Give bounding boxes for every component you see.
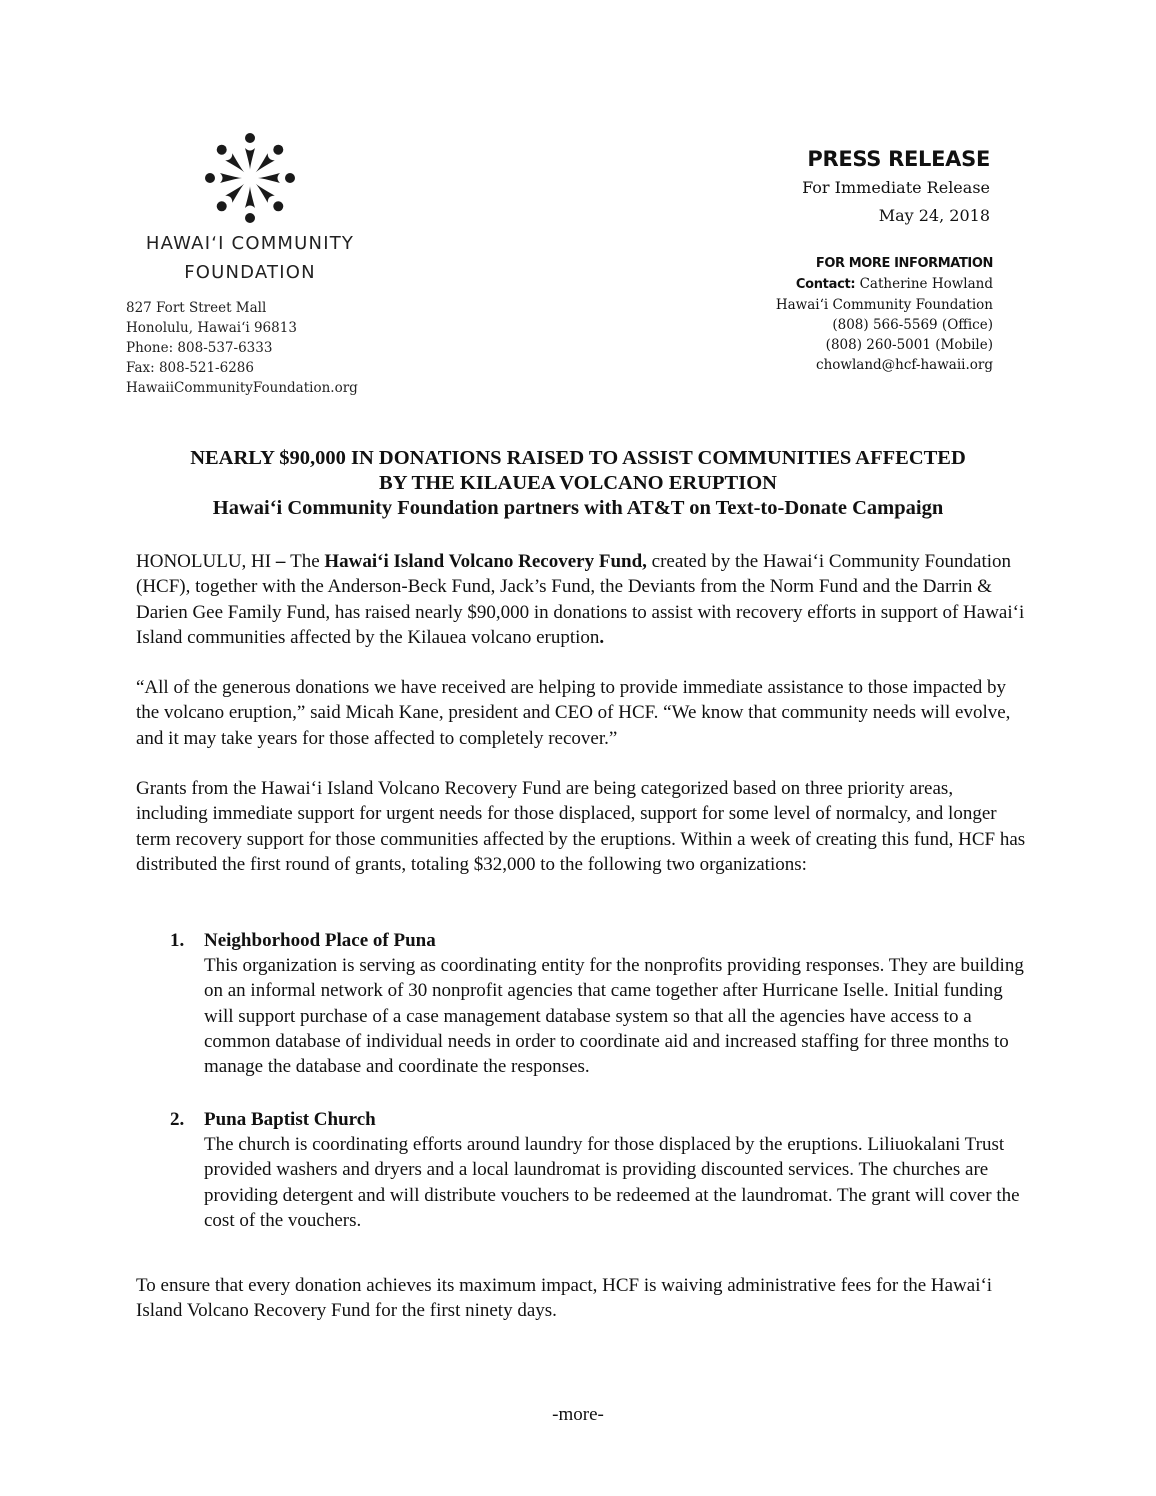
hcf-logo-icon bbox=[202, 130, 298, 226]
contact-block bbox=[776, 254, 993, 375]
headline-line1: NEARLY $90,000 IN DONATIONS RAISED TO ASSIST COMMUNITIES AFFECTED bbox=[190, 447, 966, 469]
organization-address bbox=[126, 298, 358, 398]
address-website: HawaiiCommunityFoundation.org bbox=[126, 380, 358, 396]
subheadline: Hawaiʻi Community Foundation partners with AT&T on Text-to-Donate Campaign bbox=[212, 497, 944, 519]
address-city: Honolulu, Hawaiʻi 96813 bbox=[126, 320, 297, 336]
dateline-dash: – bbox=[271, 551, 291, 572]
list-item-text: This organization is serving as coordinating entity for the nonprofits providing responses. They are building on an informal network of 30 nonprofit agencies that came together after Hurricane Iselle. Initial funding will support purchase of a case management database system so that all the agencies have access to a common database of individual needs in order to coordinate aid and increased staffing for three months to manage the database and coordinate the responses. bbox=[204, 955, 1024, 1078]
intro-text: created by the Hawaiʻi Community Foundation (HCF), together with the Anderson-Beck Fund, Jack’s Fund, the Deviants from the Norm Fund and the Darrin & Darien Gee Family Fund, has raised nearly $90,000 in donations to assist with recovery efforts in support of Hawaiʻi Island communities affected by the Kilauea volcano eruption bbox=[136, 551, 1025, 648]
list-item-number: 1. bbox=[170, 930, 185, 951]
address-phone: Phone: 808-537-6333 bbox=[126, 340, 273, 356]
press-release-subtitle: For Immediate Release bbox=[802, 178, 990, 197]
paragraph-quote: “All of the generous donations we have received are helping to provide immediate assistance to those impacted by the volcano eruption,” said Micah Kane, president and CEO of HCF. “We know that community needs will evolve, and it may take years for those affected to completely recover.” bbox=[136, 677, 1011, 749]
press-release-date: May 24, 2018 bbox=[878, 206, 990, 225]
headline-line2: BY THE KILAUEA VOLCANO ERUPTION bbox=[379, 472, 777, 494]
contact-name: Catherine Howland bbox=[859, 276, 993, 292]
list-item-text: The church is coordinating efforts around laundry for those displaced by the eruptions. Liliuokalani Trust provided washers and dryers and a local laundromat is providing discounted services. The churches are providing detergent and will distribute vouchers to be redeemed at the laundromat. The grant will cover the cost of the vouchers. bbox=[204, 1134, 1020, 1231]
intro-the: The bbox=[290, 551, 325, 572]
intro-period: . bbox=[599, 626, 605, 648]
contact-name-line bbox=[776, 274, 993, 295]
contact-org: Hawaiʻi Community Foundation bbox=[775, 297, 993, 313]
fund-name: Hawaiʻi Island Volcano Recovery Fund, bbox=[324, 551, 647, 572]
address-street: 827 Fort Street Mall bbox=[126, 300, 267, 316]
contact-mobile-phone: (808) 260-5001 (Mobile) bbox=[825, 337, 993, 353]
organization-name-line1: HAWAIʻI COMMUNITY bbox=[145, 233, 355, 254]
list-item-title: Neighborhood Place of Puna bbox=[204, 930, 436, 951]
paragraph-grants: Grants from the Hawaiʻi Island Volcano Recovery Fund are being categorized based on three priority areas, including immediate support for urgent needs for those displaced, support for some level of normalcy, and longer term recovery support for those communities affected by the eruptions. Within a week of creating this fund, HCF has distributed the first round of grants, totaling $32,000 to the following two organizations: bbox=[136, 778, 1026, 875]
contact-office-phone: (808) 566-5569 (Office) bbox=[832, 317, 993, 333]
list-item-title: Puna Baptist Church bbox=[204, 1109, 376, 1130]
contact-email: chowland@hcf-hawaii.org bbox=[816, 357, 993, 373]
paragraph-fees: To ensure that every donation achieves its maximum impact, HCF is waiving administrative fees for the Hawaiʻi Island Volcano Recovery Fund for the first ninety days. bbox=[136, 1275, 993, 1322]
headline bbox=[120, 446, 1036, 521]
press-release-header bbox=[802, 144, 990, 230]
contact-label: Contact: bbox=[795, 277, 856, 292]
contact-heading: FOR MORE INFORMATION bbox=[815, 256, 993, 271]
paragraph-intro bbox=[136, 549, 1026, 650]
organization-name-line2: FOUNDATION bbox=[184, 262, 316, 283]
press-release-title: PRESS RELEASE bbox=[807, 147, 990, 171]
list-item-number: 2. bbox=[170, 1109, 185, 1130]
address-fax: Fax: 808-521-6286 bbox=[126, 360, 254, 376]
continuation-marker: -more- bbox=[552, 1404, 604, 1425]
dateline: HONOLULU, HI bbox=[136, 551, 272, 572]
